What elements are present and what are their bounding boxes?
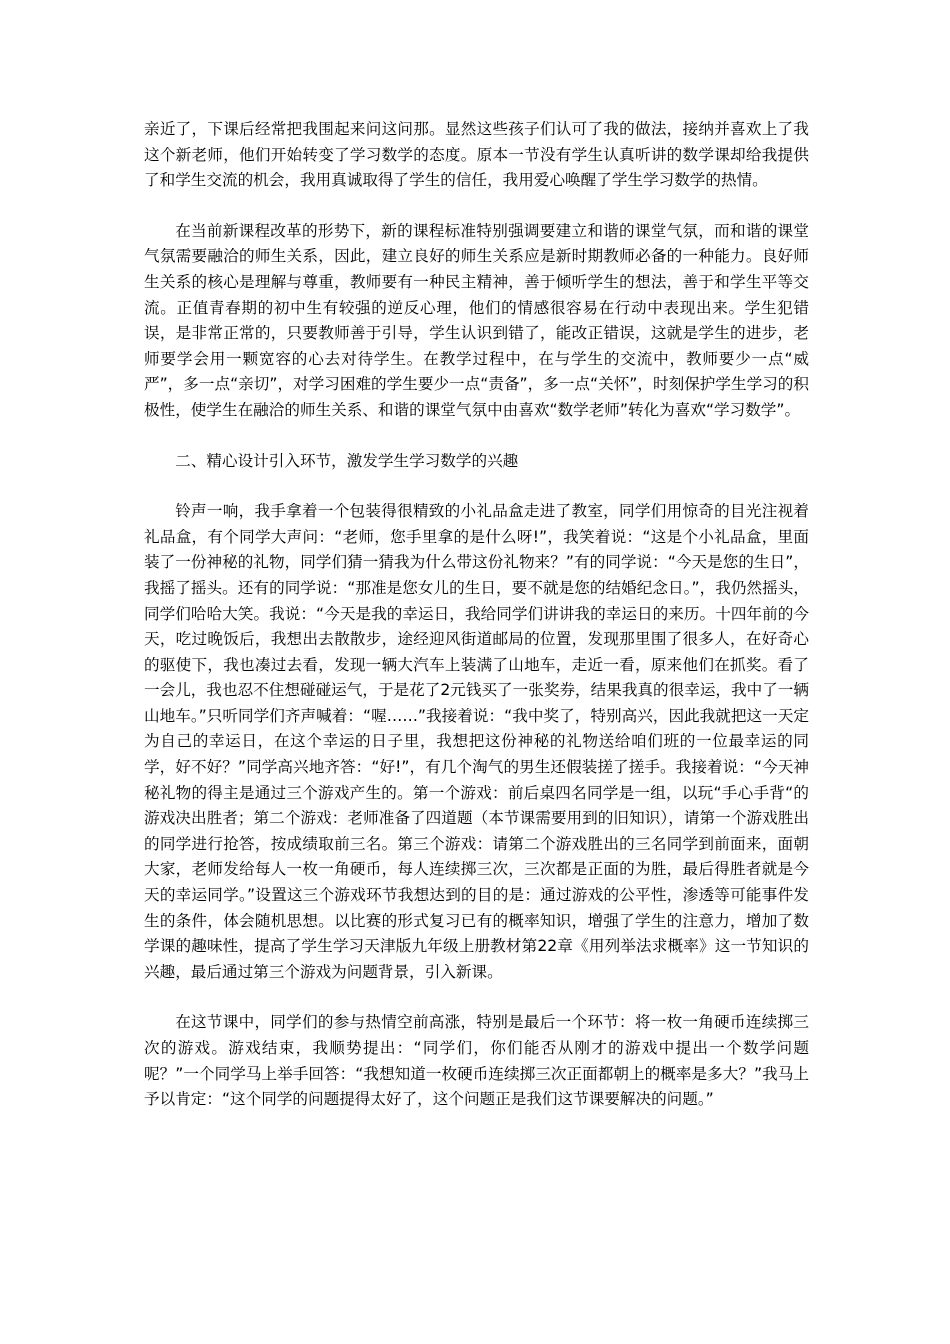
paragraph-coin-toss-question: 在这节课中，同学们的参与热情空前高涨，特别是最后一个环节：将一枚一角硬币连续掷三次的游戏。游戏结束，我顺势提出：“同学们，你们能否从刚才的游戏中提出一个数学问题呢？”一个同学马上举手回答：“我想知道一枚硬币连续掷三次正面都朝上的概率是多大？”我马上予以肯定：“这个同学的问题提得太好了，这个问题正是我们这节课要解决的问题。” xyxy=(144,1013,809,1109)
paragraph-teacher-student-relationship: 在当前新课程改革的形势下，新的课程标准特别强调要建立和谐的课堂气氛，而和谐的课堂气氛需要融洽的师生关系，因此，建立良好的师生关系应是新时期教师必备的一种能力。良好师生关系的核心是理解与尊重，教师要有一种民主精神，善于倾听学生的想法，善于和学生平等交流。正值青春期的初中生有较强的逆反心理，他们的情感很容易在行动中表现出来。学生犯错误，是非常正常的，只要教师善于引导，学生认识到错了，能改正错误，这就是学生的进步，老师要学会用一颗宽容的心去对待学生。在教学过程中，在与学生的交流中，教师要少一点“威严”，多一点“亲切”，对学习困难的学生要少一点“责备”，多一点“关怀”，时刻保护学生学习的积极性，使学生在融洽的师生关系、和谐的课堂气氛中由喜欢“数学老师”转化为喜欢“学习数学”。 xyxy=(144,221,809,419)
document-page xyxy=(144,117,809,1113)
paragraph-gift-box-story: 铃声一响，我手拿着一个包装得很精致的小礼品盒走进了教室，同学们用惊奇的目光注视着礼品盒，有个同学大声问：“老师，您手里拿的是什么呀!”，我笑着说：“这是个小礼品盒，里面装了一份神秘的礼物，同学们猜一猜我为什么带这份礼物来？”有的同学说：“今天是您的生日”，我摇了摇头。还有的同学说：“那准是您女儿的生日，要不就是您的结婚纪念日。”，我仍然摇头，同学们哈哈大笑。我说：“今天是我的幸运日，我给同学们讲讲我的幸运日的来历。十四年前的今天，吃过晚饭后，我想出去散散步，途经迎风街道邮局的位置，发现那里围了很多人，在好奇心的驱使下，我也凑过去看，发现一辆大汽车上装满了山地车，走近一看，原来他们在抓奖。看了一会儿，我也忍不住想碰碰运气，于是花了2元钱买了一张奖券，结果我真的很幸运，我中了一辆山地车。”只听同学们齐声喊着：“喔……”我接着说：“我中奖了，特别高兴，因此我就把这一天定为自己的幸运日，在这个幸运的日子里，我想把这份神秘的礼物送给咱们班的一位最幸运的同学，好不好？”同学高兴地齐答：“好!”，有几个淘气的男生还假装搓了搓手。我接着说：“今天神秘礼物的得主是通过三个游戏产生的。第一个游戏：前后桌四名同学是一组，以玩“手心手背“的游戏决出胜者；第二个游戏：老师准备了四道题（本节课需要用到的旧知识），请第一个游戏胜出的同学进行抢答，按成绩取前三名。第三个游戏：请第二个游戏胜出的三名同学到前面来，面朝大家，老师发给每人一枚一角硬币，每人连续掷三次，三次都是正面的为胜，最后得胜者就是今天的幸运同学。”设置这三个游戏环节我想达到的目的是：通过游戏的公平性，渗透等可能事件发生的条件，体会随机思想。以比赛的形式复习已有的概率知识，增强了学生的注意力，增加了数学课的趣味性，提高了学生学习天津版九年级上册教材第22章《用列举法求概率》这一节知识的兴趣，最后通过第三个游戏为问题背景，引入新课。 xyxy=(144,502,809,981)
paragraph-intro-continuation: 亲近了，下课后经常把我围起来问这问那。显然这些孩子们认可了我的做法，接纳并喜欢上了我这个新老师，他们开始转变了学习数学的态度。原本一节没有学生认真听讲的数学课却给我提供了和学生交流的机会，我用真诚取得了学生的信任，我用爱心唤醒了学生学习数学的热情。 xyxy=(144,120,809,190)
section-heading-2: 二、精心设计引入环节，激发学生学习数学的兴趣 xyxy=(175,451,519,470)
